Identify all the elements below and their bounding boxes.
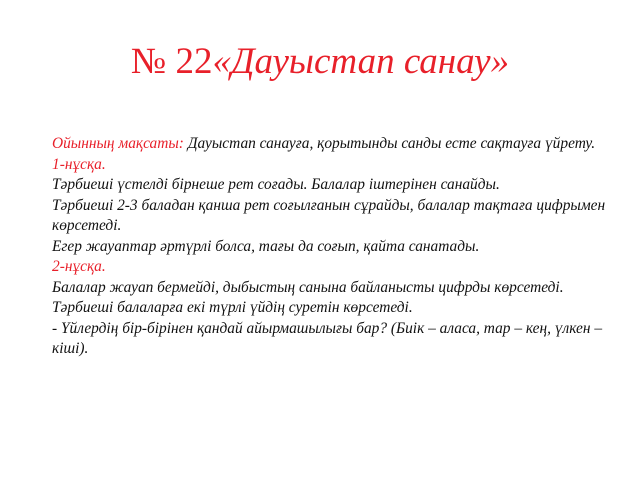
goal-text: Дауыстап санауға, қорытынды санды есте сақтауға үйрету. <box>183 135 596 152</box>
variant1-line3: Егер жауаптар әртүрлі болса, тағы да соғып, қайта санатады. <box>52 237 480 255</box>
variant1-label: 1-нұсқа. <box>52 155 106 173</box>
goal-paragraph <box>52 134 612 155</box>
slide-body <box>52 134 612 360</box>
variant1-line1: Тәрбиеші үстелді бірнеше рет соғады. Балалар іштерінен санайды. <box>52 176 500 193</box>
variant2-label: 2-нұсқа. <box>52 258 106 275</box>
variant2-line1: Балалар жауап бермейді, дыбыстың санына байланысты цифрды көрсетеді. <box>52 278 564 296</box>
variant2-line2: Тәрбиеші балаларға екі түрлі үйдің суретін көрсетеді. <box>52 299 413 316</box>
goal-label: Ойынның мақсаты: <box>52 135 184 152</box>
title-number: № 22 <box>130 41 213 82</box>
variant2-line3: - Үйлердің бір-бірінен қандай айырмашылығы бар? (Биік – аласа, тар – кең, үлкен – кіші). <box>52 319 603 357</box>
slide-title <box>0 38 640 86</box>
title-text: «Дауыстап санау» <box>212 41 510 82</box>
variant1-line2: Тәрбиеші 2-3 баладан қанша рет соғылғанын сұрайды, балалар тақтаға цифрымен көрсетеді. <box>52 196 606 234</box>
